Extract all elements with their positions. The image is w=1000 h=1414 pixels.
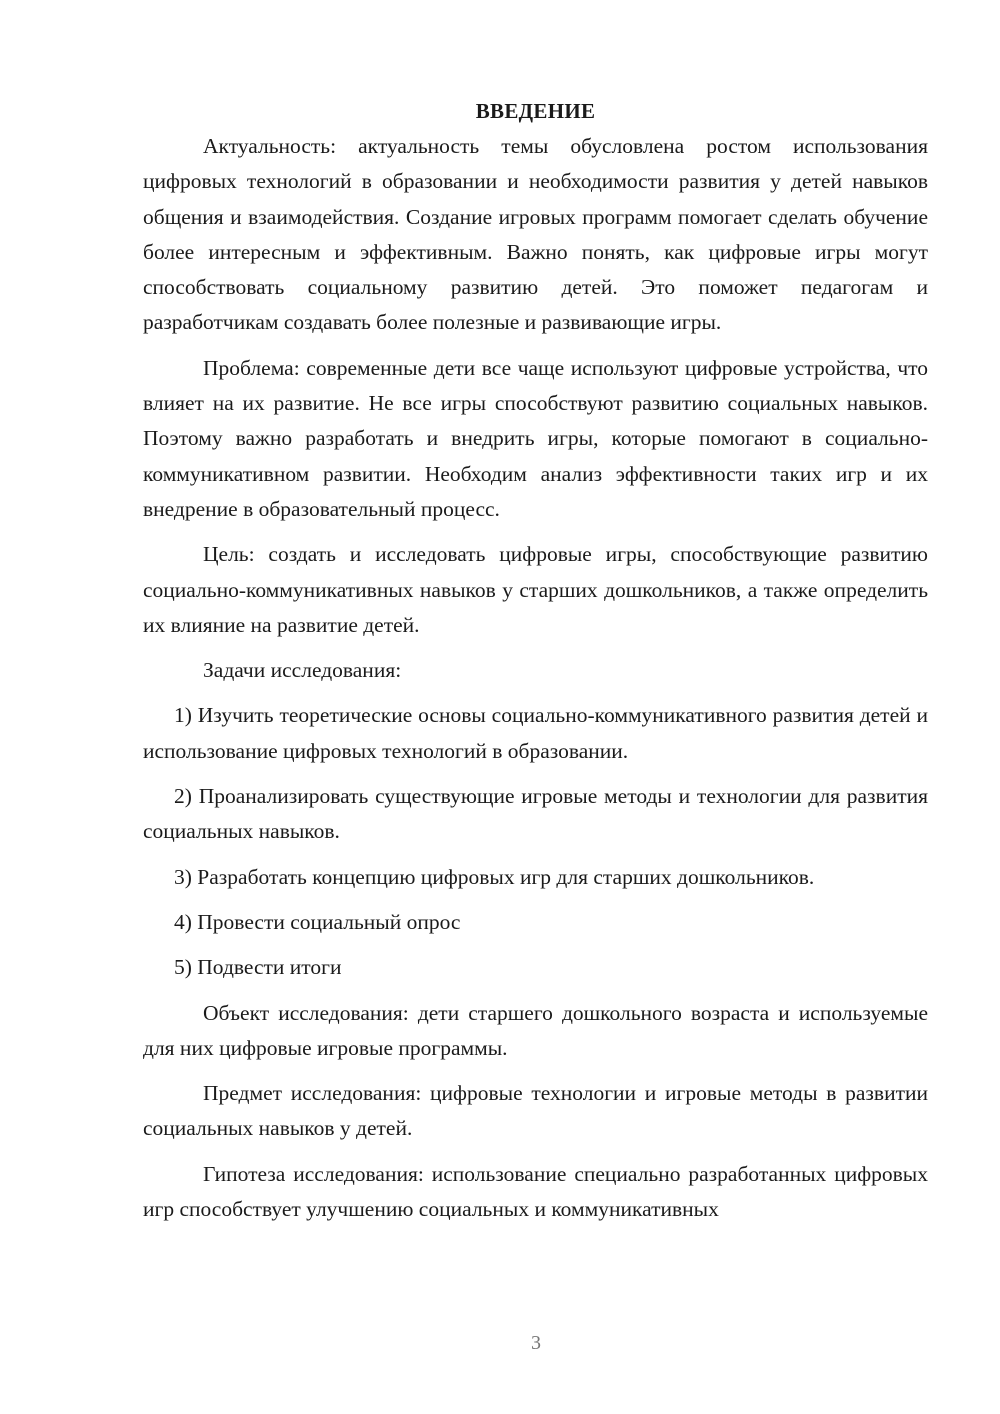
paragraph-tasks-heading: Задачи исследования: (203, 658, 402, 683)
page-content (143, 94, 928, 1237)
list-item-task-5: 5) Подвести итоги (174, 955, 342, 980)
paragraph-relevance: Актуальность: актуальность темы обусловлена ростом использования цифровых технологий в образовании и необходимости развития у детей навыков общения и взаимодействия. Создание игровых программ помогает сделать обучение более интересным и эффективным. Важно понять, как цифровые игры могут способствовать социальному развитию детей. Это поможет педагогам и разработчикам создавать более полезные и развивающие игры. (143, 134, 928, 335)
list-item-task-4: 4) Провести социальный опрос (174, 909, 461, 934)
paragraph-problem: Проблема: современные дети все чаще используют цифровые устройства, что влияет на их развитие. Не все игры способствуют развитию социальных навыков. Поэтому важно разработать и внедрить игры, которые помогают в социально-коммуникативном развитии. Необходим анализ эффективности таких игр и их внедрение в образовательный процесс. (143, 355, 928, 521)
page-number: 3 (531, 1332, 541, 1354)
list-item-task-3: 3) Разработать концепцию цифровых игр для старших дошкольников. (174, 864, 815, 889)
paragraph-goal: Цель: создать и исследовать цифровые игры, способствующие развитию социально-коммуникативных навыков у старших дошкольников, а также определить их влияние на развитие детей. (143, 542, 928, 637)
section-title: ВВЕДЕНИЕ (475, 99, 596, 123)
paragraph-subject: Предмет исследования: цифровые технологии и игровые методы в развитии социальных навыков у детей. (143, 1081, 928, 1141)
paragraph-hypothesis: Гипотеза исследования: использование специально разработанных цифровых игр способствует улучшению социальных и коммуникативных (143, 1161, 928, 1222)
list-item-task-2: 2) Проанализировать существующие игровые методы и технологии для развития социальных навыков. (143, 784, 928, 844)
list-item-task-1: 1) Изучить теоретические основы социально-коммуникативного развития детей и использование цифровых технологий в образовании. (143, 703, 928, 763)
paragraph-object: Объект исследования: дети старшего дошкольного возраста и используемые для них цифровые игровые программы. (143, 1000, 928, 1060)
